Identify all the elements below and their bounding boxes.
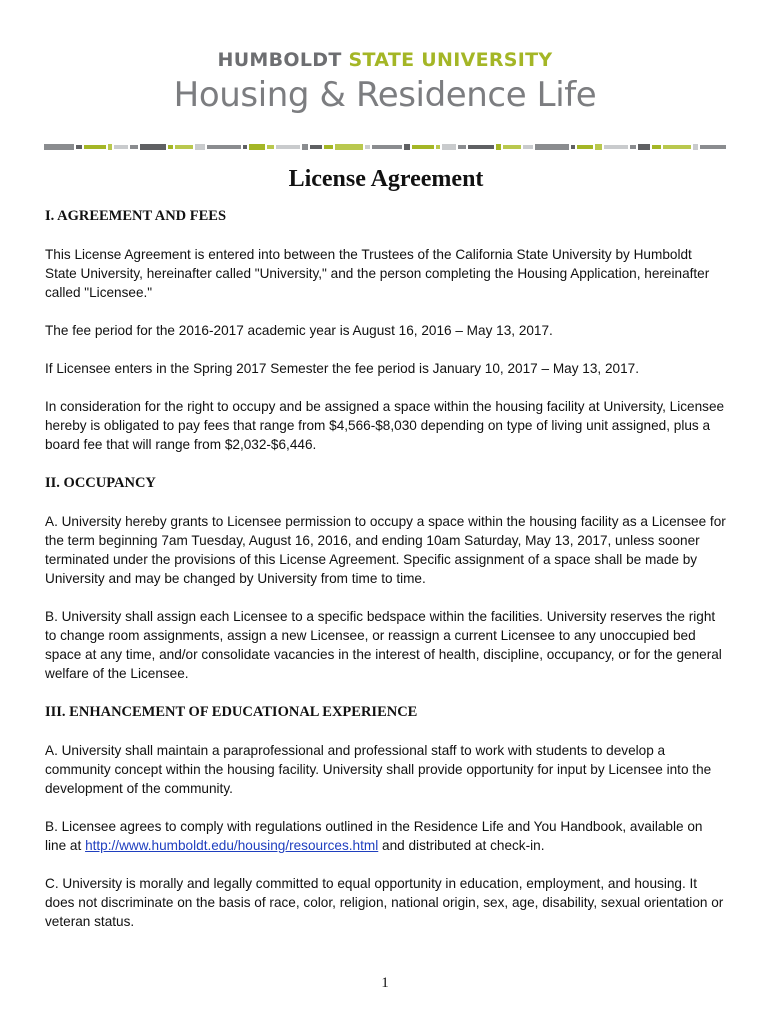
divider-segment bbox=[442, 144, 456, 150]
divider-segment bbox=[249, 144, 265, 150]
paragraph-text-before-link: B. Licensee agrees to comply with regulations outlined in the Residence Life and You Handbook, available on line at bbox=[45, 819, 703, 853]
divider-segment bbox=[496, 144, 501, 150]
divider-segment bbox=[630, 145, 636, 149]
divider-segment bbox=[276, 145, 300, 149]
divider-segment bbox=[310, 145, 322, 149]
department-name: Housing & Residence Life bbox=[173, 75, 597, 115]
divider-segment bbox=[84, 145, 106, 149]
divider-segment bbox=[372, 145, 402, 149]
section-heading-occupancy: II. OCCUPANCY bbox=[45, 475, 156, 491]
paragraph: In consideration for the right to occupy and be assigned a space within the housing facility at University, Licensee hereby is obligated to pay fees that range from $4,566-$8,030 depending on type of living unit assigned, plus a board fee that will range from $2,032-$6,446. bbox=[45, 399, 725, 452]
document-title: License Agreement bbox=[288, 166, 484, 192]
university-name bbox=[0, 48, 770, 72]
divider-segment bbox=[267, 145, 274, 149]
divider-segment bbox=[243, 145, 247, 149]
divider-segment bbox=[595, 144, 602, 150]
divider-segment bbox=[108, 144, 112, 150]
divider-segment bbox=[44, 144, 74, 150]
decorative-divider bbox=[44, 143, 726, 151]
paragraph-with-link bbox=[45, 817, 727, 855]
divider-segment bbox=[535, 144, 569, 150]
divider-segment bbox=[140, 144, 166, 150]
divider-segment bbox=[207, 145, 241, 149]
paragraph: A. University hereby grants to Licensee permission to occupy a space within the housing facility as a Licensee for the term beginning 7am Tuesday, August 16, 2016, and ending 10am Saturday, May 13, 2017, unless sooner terminated under the provisions of this License Agreement. Specific assignment of a space shall be made by University and may be changed by University from time to time. bbox=[45, 514, 726, 586]
housing-resources-link[interactable]: http://www.humboldt.edu/housing/resources.html bbox=[85, 838, 379, 853]
divider-segment bbox=[523, 145, 533, 149]
divider-segment bbox=[693, 144, 698, 150]
divider-segment bbox=[195, 144, 205, 150]
divider-segment bbox=[458, 145, 466, 149]
divider-segment bbox=[335, 144, 363, 150]
paragraph: C. University is morally and legally committed to equal opportunity in education, employment, and housing. It does not discriminate on the basis of race, color, religion, national origin, sex, age, disability, sexual orientation or veteran status. bbox=[45, 876, 724, 929]
page-number: 1 bbox=[381, 975, 389, 991]
divider-segment bbox=[114, 145, 128, 149]
university-name-part1: HUMBOLDT bbox=[217, 49, 342, 71]
divider-segment bbox=[571, 145, 575, 149]
paragraph: The fee period for the 2016-2017 academic year is August 16, 2016 – May 13, 2017. bbox=[45, 323, 553, 338]
divider-segment bbox=[324, 145, 333, 149]
divider-segment bbox=[404, 144, 410, 150]
divider-segment bbox=[663, 145, 691, 149]
university-name-part2: STATE UNIVERSITY bbox=[348, 49, 553, 71]
divider-segment bbox=[412, 145, 434, 149]
divider-segment bbox=[175, 145, 193, 149]
paragraph: This License Agreement is entered into between the Trustees of the California State University by Humboldt State University, hereinafter called "University," and the person completing the Housing Application, hereinafter called "Licensee." bbox=[45, 247, 710, 300]
divider-segment bbox=[700, 145, 726, 149]
divider-segment bbox=[365, 145, 370, 149]
divider-segment bbox=[638, 144, 650, 150]
section-heading-enhancement: III. ENHANCEMENT OF EDUCATIONAL EXPERIENCE bbox=[45, 704, 418, 720]
divider-segment bbox=[503, 145, 521, 149]
divider-segment bbox=[468, 145, 494, 149]
paragraph: A. University shall maintain a paraprofessional and professional staff to work with students to develop a community concept within the housing facility. University shall provide opportunity for input by Licensee into the development of the community. bbox=[45, 743, 712, 796]
divider-segment bbox=[577, 145, 593, 149]
document-body bbox=[45, 164, 727, 950]
divider-segment bbox=[436, 145, 440, 149]
divider-segment bbox=[604, 145, 628, 149]
paragraph: If Licensee enters in the Spring 2017 Semester the fee period is January 10, 2017 – May 13, 2017. bbox=[45, 361, 639, 376]
section-heading-agreement-fees: I. AGREEMENT AND FEES bbox=[45, 208, 227, 224]
paragraph: B. University shall assign each Licensee to a specific bedspace within the facilities. University reserves the right to change room assignments, assign a new Licensee, or reassign a current Licensee to any unoccupied bed space at any time, and/or consolidate vacancies in the interest of health, discipline, occupancy, or for the general welfare of the Licensee. bbox=[45, 609, 722, 681]
divider-segment bbox=[130, 145, 138, 149]
divider-segment bbox=[302, 144, 308, 150]
paragraph-text-after-link: and distributed at check-in. bbox=[378, 838, 545, 853]
divider-segment bbox=[76, 145, 82, 149]
letterhead bbox=[0, 48, 770, 116]
divider-segment bbox=[168, 145, 173, 149]
divider-segment bbox=[652, 145, 661, 149]
